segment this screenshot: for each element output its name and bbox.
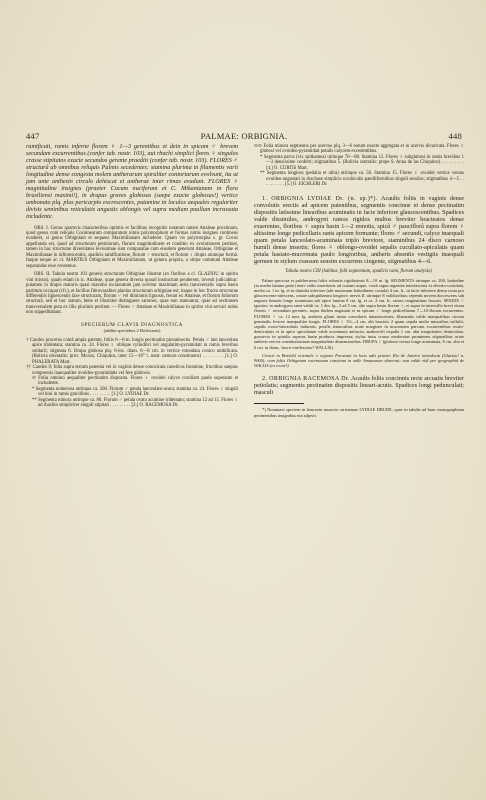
key-subtitle: (addita speciebus 2 Bolivianis) [103, 328, 161, 334]
key-entry: †† Caudex 0; folia supra terram patentia vel in vaginis dense conculcata canelicus foramine, fructibus saepius compressis inaequaliter ovoideo-pyramidatis vel fere globosis. [26, 365, 238, 376]
observation-1: OBS. I. Genus quamvis characteribus optimis et facilibus recognitis notatum tamen Attaleae proximum, quod genus cum reliquis Cocoinearum comparatum nimis polymorphum et formas nimis insignes continens evaderet, si genus Orbigniam et sequens Maximilianam includeret. Quam vis polymorpha s. gr. Cocos appellanda est, quod ad structuram petiolorum, florum magnitudinem et conditio ex evolutionem pertinet, tamen in hac structurae diversitates levissimae sunt comparatae cum eiusdem generum Attaleae, Orbigniae et Maximilianae in inflorescentiis, spadicis ramificatione, florum ♂ structurâ, et florum ♀ drupis arumque formâ. Itaque neque ac cl. MARTIUS Orbigniam et Maximilianam, ut genera propria, a stirpe communi Attaleae separandas esse censemus. [26, 225, 238, 269]
species-1-diagnosis: Acaulis foliis in vaginis dense convolutis erectis ad apicem patentibus, segmentis concinne et dense pectinatim dispositis latissime linearibus acuminatis in facie inferiore glaucescentibus. Spadices valde dissimiles, androgyni ramos rigidos multos breviter bracteatos dense exserentes, floribus ♀ supra basin 1—2 remotis, spicâ ♂ pauciflorâ supra florem ♀ altissime longe pedicellaris ranis apicem formante; flores ♂ secundi, calyce inaequali quam petala lanceolato-acuminata triplo breviore, staminibus 24 disco carnoso humili dense insertis; flores ♀ oblongo-ovoidei sepalis cucullato-apiculatis quam petala hastato-mucronata paulo longioribus, antheris absentis vestigiis inaequali germen in stylum crassum sensim excurrens cingente, stigmatibus 4—6. [254, 195, 464, 266]
page-number-right: 448 [448, 131, 462, 141]
key-entry: ** Segmenta minora utrinque ca. 80. Florum ♂ petala ovato acumine tridentato; stamina 12 ad 15. Flores ♀ ad rhachin simpliciter singuli stipitati . . . . . . . . . [2.] O. RACEMOSA Dr. [32, 397, 238, 409]
key-entry: † Candex procerus comâ ampla patente, foliis 6—8 m. longis pectinatim pinnatisectis. Petala ♂ late lanceolata apice tridentata; stamina ca. 24. Flores ♀ oblique cylindrici vel angulatim-pyramidati in ramis brevibus solitarii; stigmata 6. Drupa globosa plq. 6-loc. diam. 6—8 cm. in vertice rotundata conico umbilicata. (Bolivia orientalis: prov. Moxos, Chiquitos, inter 15—16° l. austr. nemora constituens) . . . . . . . . [1.] O. PHALERATA Mart. [26, 337, 238, 365]
key-entry: * Segmenta numerosa utrinque ca. 200. Florum ♂ petala lanceolato-acuta; stamina ca. 24. Flores ♀ singuli vel bini in ramis gracilibus . . . . . . . . . [1.] O. LYDIAE Dr. [32, 386, 238, 398]
right-column [254, 144, 464, 418]
left-column [26, 144, 238, 409]
species-2-heading [254, 376, 464, 397]
observation-2: OBS. II. Tabula nostra 103 generis structuram Orbigniae illustrat (ex floribus a cl. GLAZIOU in spiritu vini missis), quam etiam in ic. Attaleae, quae genera diversa quoad instructum penderent, invenit judicabitur: putamen in drupis maturis quasi maximo incrassatum jam solvitur maximam aeris transversalis supra basin partitum occupat (cfr.), et facilius fibrovasaliter planius structuram orbigniae est; itaque in hoc fructu structurae differentiis lignescentis laxe structuram, florum ♂ vel diminutis lignosis, ferunt ex Attaleae, et florum foliorum structurâ, sed et hoc statum, bene et illustrate distinguere rationes, quae non statuuntur, quae ad sectionem transversalem puta ex illis plurimis pertinet. — Flores ♂ Attaleae et Maximilianae in spiritu vini servari nobis non suppeditabant. [26, 272, 238, 316]
footnote: *) Nominavi speciem in honorem musorie carissimae LYDIAE DRUDE, quae in tabulis ad hanc monographiam pertinentibus insignibus me adjuvit. [254, 407, 464, 418]
species-1-name: 1. ORBIGNIA LYDIAE Dr. (n. sp.)*). [262, 195, 378, 202]
plate-caption: Tabula nostra CIII (habitus, folii segmentum, spadicis rami, florum analysis). [285, 269, 433, 275]
running-title: PALMAE: ORBIGNIA. [200, 131, 288, 141]
running-header [26, 131, 462, 145]
species-1-heading [254, 196, 464, 266]
genus-description: ramificati, ramis inferne florem ♀ 1—3 gerentibus et dein in spicam ♂ brevem secundam excurrentibus (confer tab. nostr. 103), aut rhachi simplici flores ♀ singulos crasse stipitatos exacte secundos gerente praediti (confer tab. nostr. 103). FLORES ♂ structurâ ab omnibus reliquis Palmis secedentes: stamina plurima in filamentis varii longitudine dense congesta molem antherarum spiraliter contortarum evolvunt, ita ut jam ante anthesin circulo dehiscat et antherae inter rimas evadunt. FLORES ♀ magnitudine insignes (praeter Cocum nuciferam et C. Mikanianam in flora brasiliensi maximi!), in drupas graves globosas (saepe exacte globosas!) vertice umbonato plq. plus pericarpio excrescentes, putamine in loculos aequales regulariter divisis seminibus reticulatis angustis oblongis vel supra medium paullum incrassata includente. [26, 144, 238, 221]
species-1-description: Palma speciosa et pulcherrima foliis robustis rigidissimis 8—10 m. lg. SEGMENTA utrinque ca. 200, latitudine (in media lamina parte) inter vallis insertionis ad costam usque, costâ supra argentea interfasciata et elevato-costulata, media ca. 1 m. lg. et in dimidio inferiore (ubi maximum latitudinem costula) 4 cm. lt., in facie inferiore densa costa pro glaucescente nitescens, costae subspithamea longiore, nervis II. utrinque 8 validioribus; repentis novem doccescens sub angusta linearis longe acuminata sub apice lamina 8 cm. lg. et ca. 2 cm. lt., ramos ranginatinus fissuris. SPADIX ♂ ignotus; in androgyno rami validi ca. 1 dm. lg., 2 ad 5 cm. alte supra basin florem ♀, et supra in intervallo brevi eitam florem ♀ secundum gerentes, supra ibidem angustati et in spicam ♂ longe pedicellatam 7—10-floram excurrentes. FLORES ♂ ca. 12 mm. lg. antheris glomi instar convolutis intumescentes, filamentis valde inaequalibus circum geminalis leviore inaequaliter longis. FLORES ♀ 3½—4 cm. alti bracteis 2 quam sepala multo minoribus suffulti, sepalis ovato-lanceolatis induratis, petalis tenuioribus acute margines in mucronem parvum excurrentibus ovato-denticulatis et in apice apiculatum valde acuminata anfractu; androeceli expalla 1 cm. alta irregulariter denticulata, gynoecio in spiralis superas basin producta impressa; stylus intus crasso moderatus prominens stigmatibus acute antheris erectis constitutissimae magnitudinis dimensionibus. DRUPA ♀ (globosa versus longe acuminata, 8 cm. alta et 6 cm. in diam., fusco-viridescens? WALLIS). [254, 277, 464, 350]
species-key-continued [254, 144, 464, 188]
species-2-name: 2. ORBIGNIA RACEMOSA Dr. [262, 376, 350, 383]
footnote-rule [254, 403, 304, 404]
species-key [26, 338, 238, 409]
species-2-diagnosis: Acaulis foliis concinnis recte arcuatis breviter petiolatis; segmentis pectinatim dispositis lineari-acutis. Spadices longi pedunculati; masculi [254, 376, 464, 397]
species-1-distribution: Crescit in Brasiliâ orientali: e regione Poravani in locis udis praeter Rio de Janeiro introducta (Glaziou! n. 9000); cum foliis Orbigniam racemosam concinna in valle Amazonum observat; non valde vidi per geographiâ de WALLIS (ex icone!). [254, 352, 464, 369]
key-title: SPECIERUM CLAVIS DIAGNOSTICA [80, 321, 184, 328]
page-number-left: 447 [26, 131, 40, 141]
key-entry: ⊙⊙ Folia minora segmentis per acervos plq. 3—6 earum exacte aggregata et in acervis divaricata. Flores ♀ globosi vel ovoideo-pyramidati petalis calycem excedentibus. [254, 144, 464, 155]
key-entry: * Segmenta parva (vix spithamea) utrinque 70—80. Stamina 12. Flores ♀ subglobosi in ramis brevibus 1—3 densissime conferti; stigmatibus 5. (Bolivia centralis: prope S. Anna de las Chiquitos) . . . . . . . . . [4.] O. CURTIS Mart. [260, 154, 464, 171]
key-entry: ⊙ Folia omnino aequaliter pectinatim disposita. Flores ♀ ovoidei calyce corollam paulo superante et includente. [32, 376, 238, 387]
key-entry: ** Segmenta longiora (pedalia et ultra) utrinque ca. 50. Stamina 15. Flores ♀ ovoidei vertice versus ovoideo-angustati in rhachase simplicis scrobiculis patelliformibus singuli sessiles; stigmatibus 4—5 . . . . . . . . . . [5.] O. EICHLERI Dr. [260, 171, 464, 188]
